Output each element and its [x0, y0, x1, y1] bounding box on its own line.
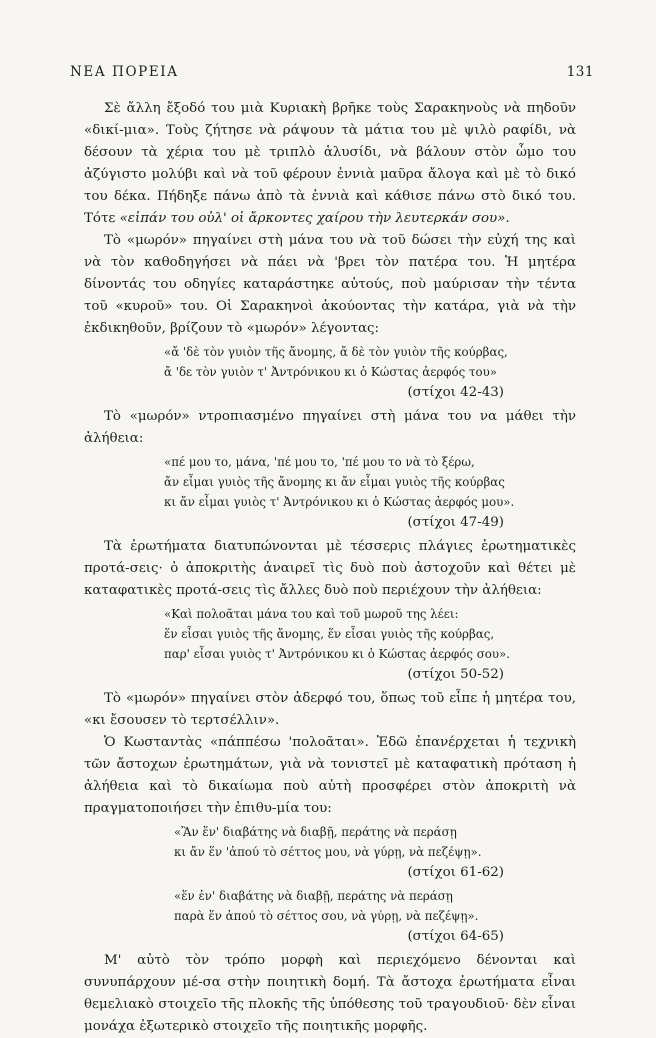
paragraph-7: Μ' αὐτὸ τὸν τρόπο μορφὴ καὶ περιεχόμενο δένονται καὶ συνυπάρχουν μέ-σα στὴν ποιητικὴ δομή. Τὰ ἄστοχα ἐρωτήματα εἶναι θεμελιακὸ στοιχεῖο τῆς πλοκῆς τῆς ὑπόθεσης τοῦ τραγουδιοῦ· δὲν εἶναι μονάχα ἐξωτερικὸ στοιχεῖο τῆς ποιητικῆς μορφῆς. — [84, 953, 576, 1034]
page-body — [84, 98, 576, 1038]
running-header — [70, 64, 606, 84]
paragraph-5: Τὸ «μωρόν» πηγαίνει στὸν ἀδερφό του, ὅπως τοῦ εἶπε ἡ μητέρα του, «κι ἔσουσεν τὸ τερτσέλλιν». — [84, 691, 576, 728]
verse-line: «ἄ 'δὲ τὸν γυιὸν τῆς ἄνομης, ἄ δὲ τὸν γυιὸν τῆς κούρβας, — [164, 345, 508, 359]
verse-line: ἕν εἶσαι γυιὸς τῆς ἄνομης, ἕν εἶσαι γυιὸς τῆς κούρβας, — [164, 627, 495, 641]
verse-block-1 — [84, 342, 576, 382]
verse-line: «Καὶ πολοᾶται μάνα του καὶ τοῦ μωροῦ της λέει: — [164, 607, 459, 621]
verse-reference: (στίχοι 47-49) — [407, 515, 504, 530]
verse-line: «Ἂν ἕν' διαβάτης νὰ διαβῇ, περάτης νὰ περάσῃ — [174, 825, 457, 839]
verse-line: «ἕν ἐν' διαβάτης νὰ διαβῇ, περάτης νὰ περάσῃ — [174, 889, 453, 903]
verse-line: παρὰ ἕν ἀπού τὸ σέττος σου, νὰ γύρῃ, νὰ πεζέψῃ». — [174, 909, 479, 923]
verse-reference: (στίχοι 64-65) — [407, 929, 504, 944]
verse-line: παρ' εἶσαι γυιὸς τ' Ἀντρόνικου κι ὁ Κώστας ἀερφός σου». — [164, 647, 511, 661]
page-number: 131 — [566, 64, 594, 80]
paragraph-2: Τὸ «μωρόν» πηγαίνει στὴ μάνα του νὰ τοῦ δώσει τὴν εὐχή της καὶ νὰ τὸν καθοδηγήσει νὰ πάει νὰ 'βρει τὸν πατέρα του. Ἡ μητέρα δίνοντάς του οδηγίες καταράστηκε αὐτούς, ποὺ μαύρισαν τὴν τέντα τοῦ «κυροῦ» του. Οἱ Σαρακηνοὶ ἀκούοντας τὴν κατάρα, γιὰ νὰ τὴν ἐκδικηθοῦν, βρίζουν τὸ «μωρόν» λέγοντας: — [84, 233, 576, 336]
verse-block-5 — [84, 886, 576, 926]
verse-line: «πέ μου το, μάνα, 'πέ μου το, 'πέ μου το νὰ τὸ ξέρω, — [164, 455, 475, 469]
verse-line: ἄ 'δε τὸν γυιὸν τ' Ἀντρόνικου κι ὁ Κώστας ἀερφός του» — [164, 365, 497, 379]
paragraph-6: Ὁ Κωσταντὰς «πάππέσω 'πολοᾶται». Ἐδῶ ἐπανέρχεται ἡ τεχνικὴ τῶν ἄστοχων ἐρωτημάτων, γιὰ νὰ τονιστεῖ μὲ καταφατικὴ πρόταση ἡ ἀλήθεια καὶ τὸ δικαίωμα ποὺ αὐτὴ προσφέρει στὸν ἀποκριτὴ νὰ πραγματοποιήσει τὴν ἐπιθυ-μία του: — [84, 735, 576, 816]
verse-reference: (στίχοι 61-62) — [407, 865, 504, 880]
verse-line: κι ἄν ἕν 'ἀπού τὸ σέττος μου, νὰ γύρῃ, νὰ πεζέψῃ». — [174, 845, 482, 859]
verse-line: κι ἄν εἶμαι γυιὸς τ' Ἀντρόνικου κι ὁ Κώστας ἀερφός μου». — [164, 495, 515, 509]
paragraph-1 — [84, 98, 576, 230]
journal-title: ΝΕΑ ΠΟΡΕΙΑ — [70, 64, 179, 80]
paragraph-3: Τὸ «μωρόν» ντροπιασμένο πηγαίνει στὴ μάνα του να μάθει τὴν ἀλήθεια: — [84, 409, 576, 446]
paragraph-1-text: Σὲ ἄλλη ἔξοδό του μιὰ Κυριακὴ βρῆκε τοὺς Σαρακηνοὺς νὰ πηδοῦν «δικί-μια». Τοὺς ζήτησε νὰ ράψουν τὰ μάτια του μὲ ψιλὸ ραφίδι, νὰ δέσουν τὰ χέρια του μὲ τριπλὸ ἁλυσίδι, νὰ βάλουν στὸν ὦμο του ἀζύγιστο μολύβι καὶ νὰ τοῦ φέρουν ἐννιὰ μαῦρα ἄλογα καὶ μὲ τὸ δικό του δέκα. Πήδηξε πάνω ἀπὸ τὰ ἐννιὰ καὶ κάθισε πάνω στὸ δικό του. Τότε — [84, 101, 576, 226]
paragraph-1-quote: «εἰπάν του οὐλ' οἱ ἄρκοντες χαίρου τὴν λευτερκάν σου». — [119, 211, 510, 226]
verse-block-2 — [84, 452, 576, 512]
verse-reference: (στίχοι 42-43) — [407, 385, 504, 400]
paragraph-4: Τὰ ἐρωτήματα διατυπώνονται μὲ τέσσερις πλάγιες ἐρωτηματικὲς προτά-σεις· ὁ ἀποκριτὴς ἀναιρεῖ τὶς δυὸ ποὺ ἀστοχοῦν καὶ θέτει μὲ καταφατικὲς προτά-σεις τὶς ἄλλες δυὸ ποὺ περιέχουν τὴν ἀλήθεια: — [84, 539, 576, 598]
verse-block-4 — [84, 822, 576, 862]
verse-block-3 — [84, 604, 576, 664]
verse-line: ἄν εἶμαι γυιὸς τῆς ἄνομης κι ἄν εἶμαι γυιὸς τῆς κούρβας — [164, 475, 505, 489]
verse-reference: (στίχοι 50-52) — [407, 667, 504, 682]
